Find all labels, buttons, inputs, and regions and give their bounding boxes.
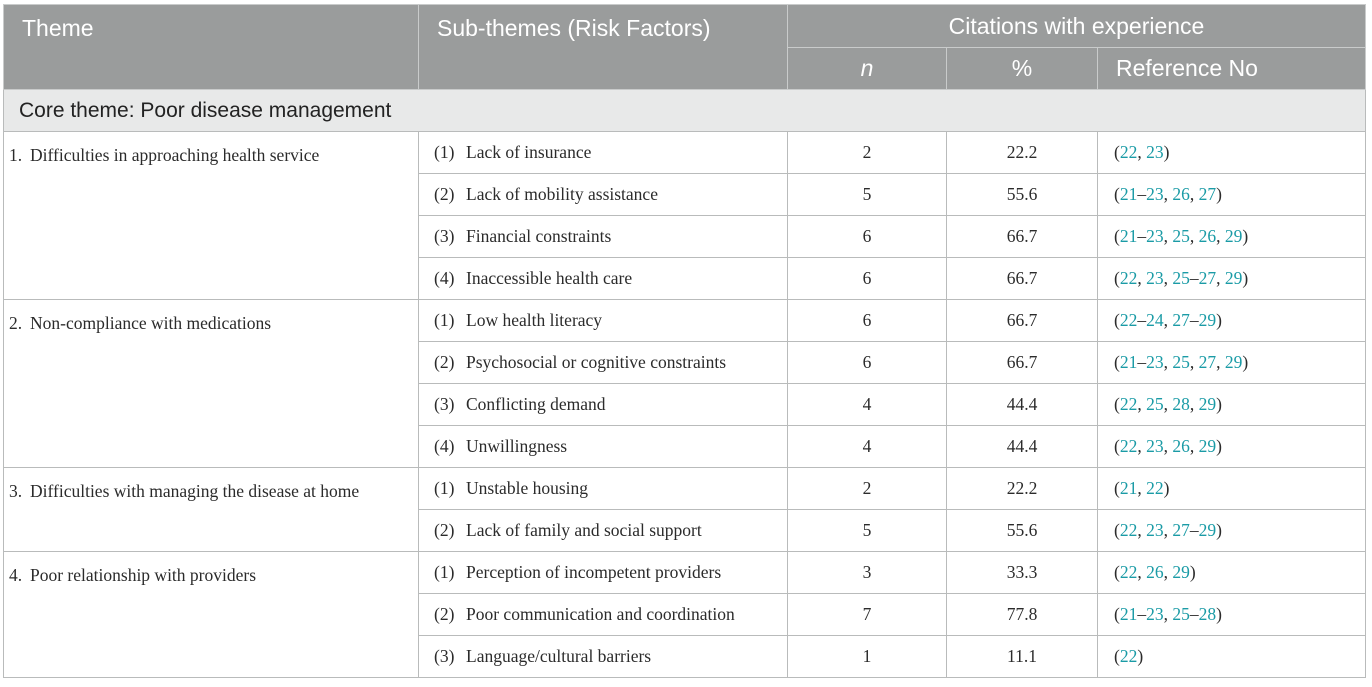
theme-label: Non-compliance with medications [30,313,272,333]
citation-link[interactable]: 23 [1146,142,1164,162]
citation-link[interactable]: 23 [1146,184,1164,204]
citation-link[interactable]: 22 [1119,142,1138,162]
citation-link[interactable]: 22 [1119,394,1138,414]
table-row [4,468,1366,510]
percent-cell: 66.7 [947,300,1098,342]
percent-cell: 66.7 [947,258,1098,300]
citation-link[interactable]: 25 [1146,394,1164,414]
count-cell: 4 [788,384,947,426]
citation-link[interactable]: 27 [1172,310,1190,330]
reference-cell: (22, 25, 28, 29) [1098,384,1366,426]
percent-cell: 22.2 [947,132,1098,174]
citation-link[interactable]: 23 [1146,268,1164,288]
subtheme-cell [419,510,788,552]
citation-link[interactable]: 21 [1119,352,1138,372]
citation-link[interactable]: 25 [1172,226,1190,246]
subtheme-number: (2) [434,352,455,372]
subtheme-label: Language/cultural barriers [466,646,652,666]
count-cell: 4 [788,426,947,468]
header-row [4,5,1366,48]
citations-header: Citations with experience [788,5,1366,48]
percent-header: % [947,48,1098,90]
count-cell: 6 [788,216,947,258]
reference-cell: (22–24, 27–29) [1098,300,1366,342]
reference-cell: (22, 26, 29) [1098,552,1366,594]
reference-cell: (22, 23, 25–27, 29) [1098,258,1366,300]
subtheme-number: (1) [434,562,455,582]
reference-cell: (21–23, 25, 26, 29) [1098,216,1366,258]
reference-cell: (21–23, 26, 27) [1098,174,1366,216]
citation-link[interactable]: 21 [1119,478,1138,498]
percent-cell: 22.2 [947,468,1098,510]
citation-link[interactable]: 21 [1119,184,1138,204]
citation-link[interactable]: 27 [1172,520,1190,540]
subtheme-cell [419,384,788,426]
theme-cell [4,468,419,552]
subtheme-cell [419,636,788,678]
count-cell: 5 [788,510,947,552]
reference-cell: (22) [1098,636,1366,678]
subthemes-header: Sub-themes (Risk Factors) [419,5,788,90]
core-theme-label: Core theme: Poor disease management [4,90,1366,132]
theme-cell [4,300,419,468]
citation-link[interactable]: 23 [1146,436,1164,456]
subtheme-label: Unwillingness [466,436,568,456]
subtheme-label: Lack of mobility assistance [466,184,658,204]
subtheme-label: Lack of family and social support [466,520,702,540]
subtheme-number: (4) [434,268,455,288]
citation-link[interactable]: 24 [1146,310,1164,330]
subtheme-cell [419,594,788,636]
subtheme-label: Unstable housing [466,478,589,498]
count-cell: 3 [788,552,947,594]
theme-label: Difficulties in approaching health service [30,145,320,165]
citation-link[interactable]: 29 [1224,268,1243,288]
table-row [4,300,1366,342]
theme-label: Difficulties with managing the disease at home [30,481,360,501]
subtheme-number: (3) [434,646,455,666]
risk-factor-table [3,4,1366,678]
citation-link[interactable]: 23 [1146,520,1164,540]
citation-link[interactable]: 25 [1172,268,1190,288]
risk-factor-table-container [3,4,1365,678]
citation-link[interactable]: 25 [1172,604,1190,624]
subtheme-number: (1) [434,478,455,498]
core-theme-row [4,90,1366,132]
subtheme-cell [419,174,788,216]
subtheme-label: Lack of insurance [466,142,592,162]
subtheme-label: Perception of incompetent providers [466,562,722,582]
subtheme-cell [419,342,788,384]
theme-label: Poor relationship with providers [30,565,257,585]
subtheme-label: Inaccessible health care [466,268,633,288]
reference-cell: (22, 23, 27–29) [1098,510,1366,552]
percent-cell: 55.6 [947,174,1098,216]
citation-link[interactable]: 22 [1119,562,1138,582]
count-cell: 2 [788,132,947,174]
subtheme-label: Psychosocial or cognitive constraints [466,352,727,372]
citation-link[interactable]: 22 [1119,310,1138,330]
citation-link[interactable]: 22 [1119,436,1138,456]
count-cell: 6 [788,342,947,384]
percent-cell: 44.4 [947,384,1098,426]
subtheme-label: Conflicting demand [466,394,606,414]
reference-cell: (22, 23) [1098,132,1366,174]
citation-link[interactable]: 23 [1146,352,1164,372]
citation-link[interactable]: 22 [1146,478,1164,498]
subtheme-number: (3) [434,226,455,246]
table-row [4,552,1366,594]
citation-link[interactable]: 22 [1119,268,1138,288]
citation-link[interactable]: 26 [1198,226,1217,246]
citation-link[interactable]: 23 [1146,226,1164,246]
subtheme-number: (4) [434,436,455,456]
subtheme-cell [419,300,788,342]
citation-link[interactable]: 29 [1198,520,1217,540]
citation-link[interactable]: 27 [1198,352,1217,372]
theme-number: 3. [9,481,23,501]
citation-link[interactable]: 21 [1119,604,1138,624]
reference-cell: (21–23, 25–28) [1098,594,1366,636]
citation-link[interactable]: 29 [1224,352,1243,372]
percent-cell: 77.8 [947,594,1098,636]
citation-link[interactable]: 29 [1224,226,1243,246]
n-header: n [788,48,947,90]
percent-cell: 11.1 [947,636,1098,678]
citation-link[interactable]: 21 [1119,226,1138,246]
citation-link[interactable]: 28 [1172,394,1190,414]
reference-cell: (21–23, 25, 27, 29) [1098,342,1366,384]
citation-link[interactable]: 25 [1172,352,1190,372]
theme-header: Theme [4,5,419,90]
subtheme-number: (3) [434,394,455,414]
subtheme-cell [419,426,788,468]
subtheme-number: (2) [434,184,455,204]
count-cell: 5 [788,174,947,216]
citation-link[interactable]: 29 [1198,394,1217,414]
citation-link[interactable]: 27 [1198,268,1217,288]
citation-link[interactable]: 23 [1146,604,1164,624]
theme-cell [4,132,419,300]
subtheme-number: (2) [434,604,455,624]
citation-link[interactable]: 26 [1172,184,1190,204]
theme-number: 2. [9,313,23,333]
count-cell: 1 [788,636,947,678]
subtheme-label: Low health literacy [466,310,603,330]
reference-cell: (21, 22) [1098,468,1366,510]
citation-link[interactable]: 26 [1146,562,1164,582]
percent-cell: 44.4 [947,426,1098,468]
theme-number: 1. [9,145,23,165]
count-cell: 2 [788,468,947,510]
citation-link[interactable]: 29 [1172,562,1190,582]
theme-number: 4. [9,565,23,585]
subtheme-number: (1) [434,310,455,330]
subtheme-cell [419,468,788,510]
citation-link[interactable]: 28 [1198,604,1217,624]
reference-cell: (22, 23, 26, 29) [1098,426,1366,468]
subtheme-number: (1) [434,142,455,162]
citation-link[interactable]: 27 [1198,184,1217,204]
citation-link[interactable]: 29 [1198,436,1217,456]
subtheme-label: Poor communication and coordination [466,604,735,624]
count-cell: 6 [788,300,947,342]
count-cell: 6 [788,258,947,300]
subtheme-cell [419,132,788,174]
subtheme-cell [419,258,788,300]
subtheme-cell [419,552,788,594]
citation-link[interactable]: 26 [1172,436,1190,456]
table-row [4,132,1366,174]
theme-cell [4,552,419,678]
percent-cell: 66.7 [947,216,1098,258]
count-cell: 7 [788,594,947,636]
percent-cell: 33.3 [947,552,1098,594]
citation-link[interactable]: 22 [1119,646,1138,666]
percent-cell: 66.7 [947,342,1098,384]
reference-header: Reference No [1098,48,1366,90]
subtheme-cell [419,216,788,258]
subtheme-number: (2) [434,520,455,540]
percent-cell: 55.6 [947,510,1098,552]
citation-link[interactable]: 29 [1198,310,1217,330]
citation-link[interactable]: 22 [1119,520,1138,540]
subtheme-label: Financial constraints [466,226,612,246]
